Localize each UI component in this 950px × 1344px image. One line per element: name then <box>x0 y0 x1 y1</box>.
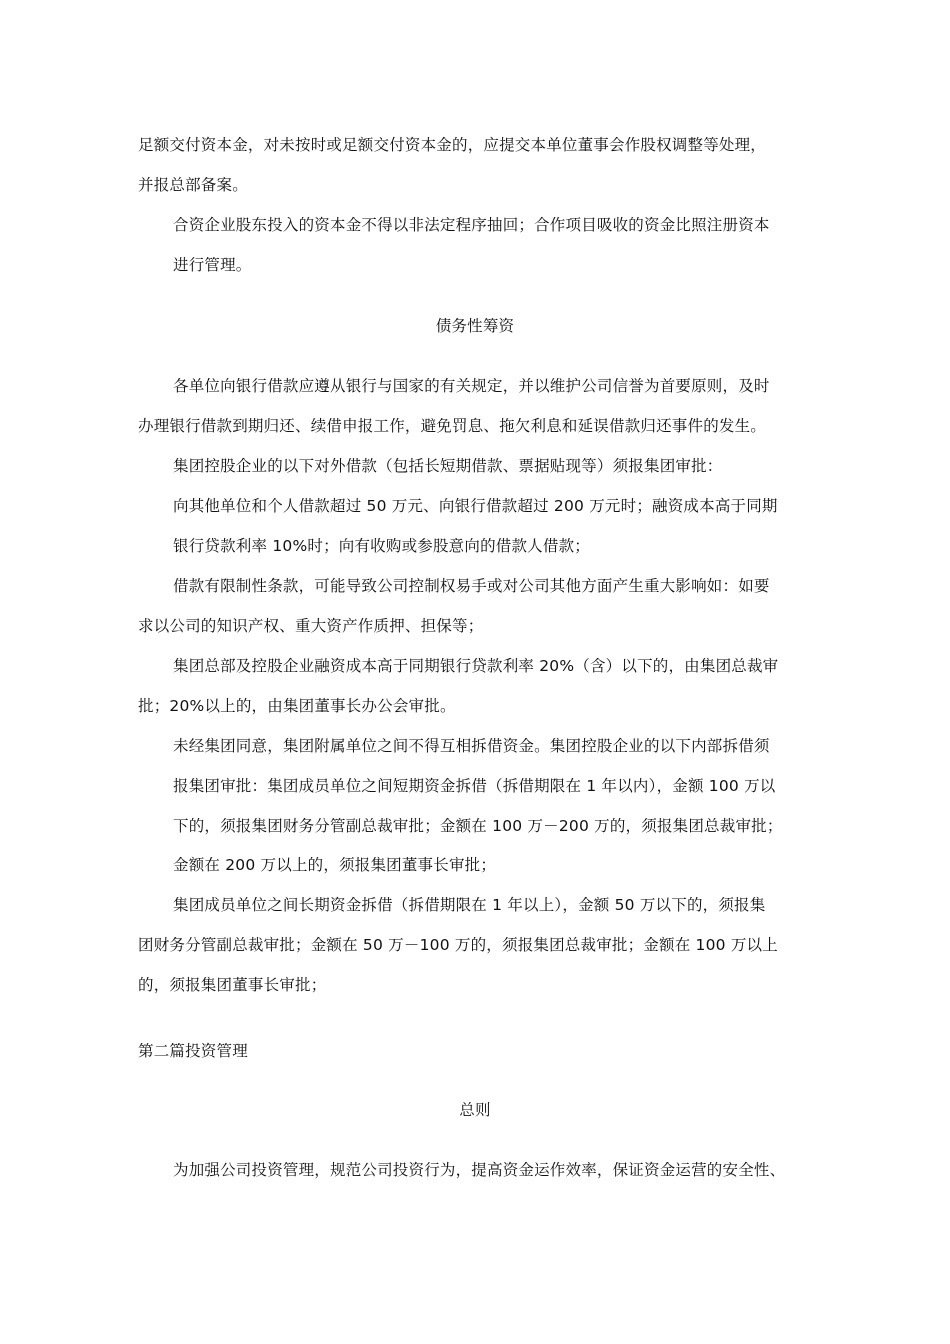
paragraph-1-line-2: 并报总部备案。 <box>138 176 248 194</box>
part-two-title: 第二篇投资管理 <box>138 1042 248 1060</box>
debt-paragraph-6-line-2: 报集团审批：集团成员单位之间短期资金拆借（拆借期限在 1 年以内），金额 100 万以 <box>173 777 776 795</box>
section-heading-general: 总则 <box>459 1101 491 1119</box>
paragraph-1-line-1: 足额交付资本金，对未按时或足额交付资本金的，应提交本单位董事会作股权调整等处理， <box>138 136 767 154</box>
debt-paragraph-1-line-2: 办理银行借款到期归还、续借申报工作，避免罚息、拖欠利息和延误借款归还事件的发生。 <box>138 417 767 435</box>
section-heading-debt-financing: 债务性筹资 <box>435 317 515 335</box>
debt-paragraph-7-line-1: 集团成员单位之间长期资金拆借（拆借期限在 1 年以上），金额 50 万以下的，须报集 <box>173 896 766 914</box>
paragraph-2-line-2: 进行管理。 <box>173 256 252 274</box>
debt-paragraph-6-line-3: 下的，须报集团财务分管副总裁审批；金额在 100 万－200 万的，须报集团总裁审批； <box>173 817 783 835</box>
debt-paragraph-6-line-1: 未经集团同意，集团附属单位之间不得互相拆借资金。集团控股企业的以下内部拆借须 <box>173 737 770 755</box>
debt-paragraph-4-line-2: 求以公司的知识产权、重大资产作质押、担保等； <box>138 617 484 635</box>
debt-paragraph-2-line-1: 集团控股企业的以下对外借款（包括长短期借款、票据贴现等）须报集团审批： <box>173 457 723 475</box>
debt-paragraph-3-line-1: 向其他单位和个人借款超过 50 万元、向银行借款超过 200 万元时；融资成本高于同期 <box>173 497 778 515</box>
debt-paragraph-3-line-2: 银行贷款利率 10%时；向有收购或参股意向的借款人借款； <box>173 537 590 555</box>
debt-paragraph-6-line-4: 金额在 200 万以上的，须报集团董事长审批； <box>173 856 497 874</box>
debt-paragraph-7-line-3: 的，须报集团董事长审批； <box>138 976 327 994</box>
debt-paragraph-4-line-1: 借款有限制性条款，可能导致公司控制权易手或对公司其他方面产生重大影响如：如要 <box>173 577 770 595</box>
paragraph-2-line-1: 合资企业股东投入的资本金不得以非法定程序抽回；合作项目吸收的资金比照注册资本 <box>173 216 770 234</box>
general-paragraph-line-1: 为加强公司投资管理，规范公司投资行为，提高资金运作效率，保证资金运营的安全性、 <box>173 1161 786 1179</box>
debt-paragraph-5-line-1: 集团总部及控股企业融资成本高于同期银行贷款利率 20%（含）以下的，由集团总裁审 <box>173 657 779 675</box>
debt-paragraph-5-line-2: 批；20%以上的，由集团董事长办公会审批。 <box>138 697 456 715</box>
debt-paragraph-1-line-1: 各单位向银行借款应遵从银行与国家的有关规定，并以维护公司信誉为首要原则，及时 <box>173 377 770 395</box>
debt-paragraph-7-line-2: 团财务分管副总裁审批；金额在 50 万－100 万的，须报集团总裁审批；金额在 100 万以上 <box>138 936 778 954</box>
